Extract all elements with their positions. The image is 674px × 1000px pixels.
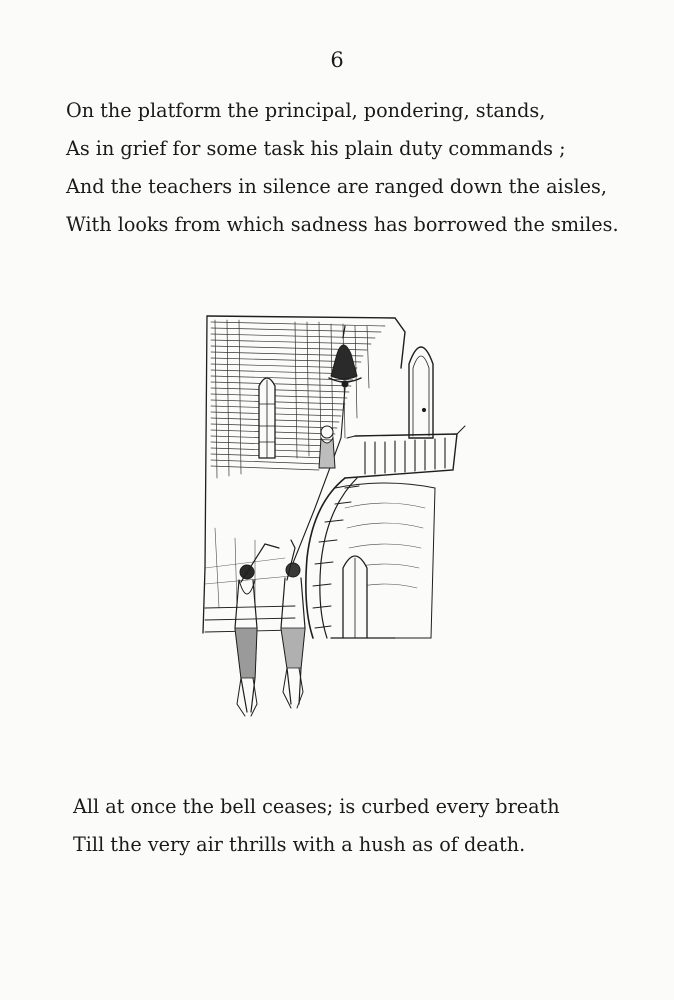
verse-line: Till the very air thrills with a hush as of death. [73, 833, 526, 856]
boys-ringing-bell [235, 540, 305, 716]
verse-line: On the platform the principal, pondering, stands, [66, 99, 546, 122]
pen-ink-drawing [195, 308, 470, 728]
balcony-balustrade [345, 426, 465, 478]
verse-line: With looks from which sadness has borrowed the smiles. [66, 213, 619, 236]
figure-on-landing [319, 426, 335, 468]
stair-vault [331, 483, 435, 638]
stanza-bottom [73, 788, 633, 864]
stanza-top [66, 92, 626, 244]
verse-line: And the teachers in silence are ranged down the aisles, [66, 175, 607, 198]
wall-hatching [211, 320, 385, 478]
verse-line: As in grief for some task his plain duty commands ; [66, 137, 566, 160]
bell-tower-illustration [195, 308, 470, 728]
page-number: 6 [330, 48, 344, 72]
verse-line: All at once the bell ceases; is curbed every breath [73, 795, 560, 818]
wall-left-outline [203, 316, 207, 633]
